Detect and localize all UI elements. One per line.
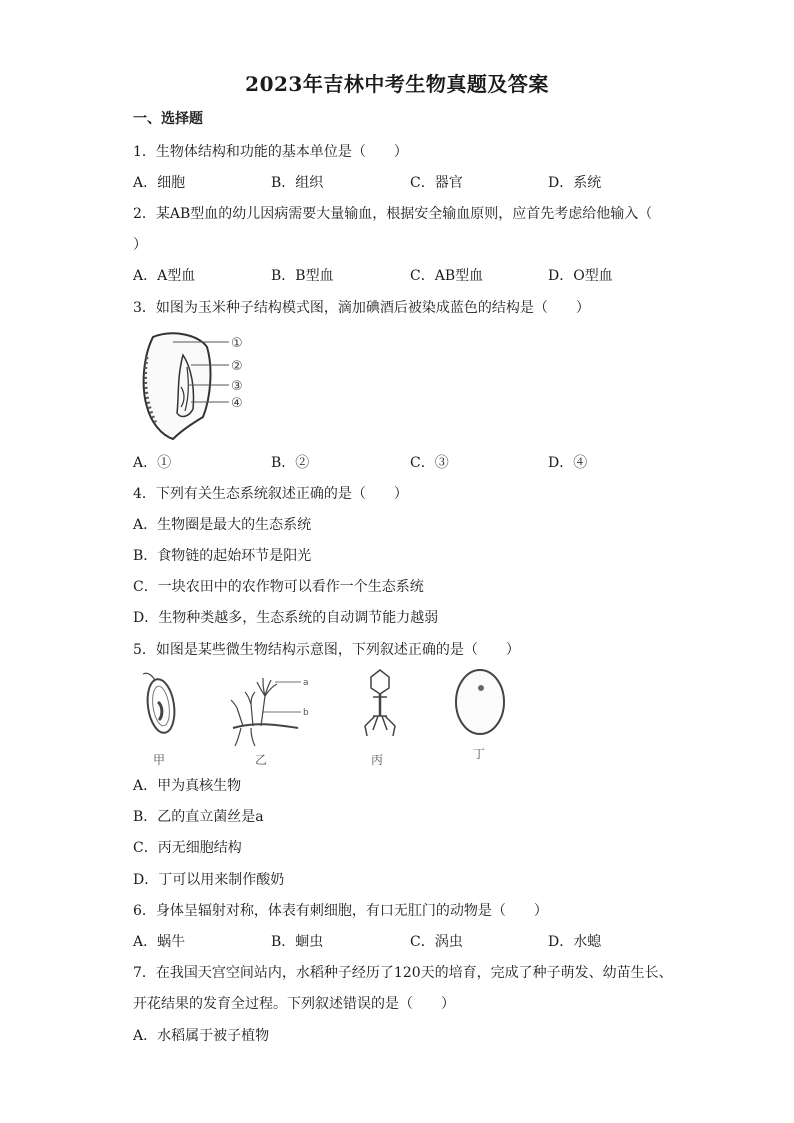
- q1-option-d: D．系统: [548, 175, 602, 191]
- q4-option-d: D．生物种类越多，生态系统的自动调节能力越弱: [133, 610, 439, 626]
- corn-seed-outline: [144, 333, 211, 439]
- question-1-stem: 1．生物体结构和功能的基本单位是（ ）: [133, 144, 408, 160]
- q6-option-d: D．水螅: [548, 934, 602, 950]
- figure-label-ding: 丁: [473, 747, 486, 761]
- section-heading: 一、选择题: [133, 111, 203, 127]
- q5-option-d: D．丁可以用来制作酸奶: [133, 872, 285, 888]
- q3-option-b: B．②: [271, 455, 310, 471]
- figure-label-yi: 乙: [255, 753, 268, 767]
- q2-option-a: A．A型血: [133, 268, 196, 284]
- figure-label-2: ②: [231, 359, 243, 374]
- question-2-stem-line1: 2．某AB型血的幼儿因病需要大量输血，根据安全输血原则，应首先考虑给他输入（: [133, 206, 653, 222]
- page-title: 2023年吉林中考生物真题及答案: [245, 72, 549, 96]
- figure-mark-b: b: [303, 708, 309, 718]
- q4-option-a: A．生物圈是最大的生态系统: [133, 517, 312, 533]
- organism-ding: [456, 670, 504, 734]
- q3-option-d: D．④: [548, 455, 588, 471]
- q2-option-c: C．AB型血: [410, 268, 484, 284]
- figure-label-4: ④: [231, 396, 243, 411]
- q1-option-c: C．器官: [410, 175, 463, 191]
- question-3-stem: 3．如图为玉米种子结构模式图，滴加碘酒后被染成蓝色的结构是（ ）: [133, 300, 590, 316]
- q5-option-a: A．甲为真核生物: [133, 778, 242, 794]
- q1-option-a: A．细胞: [133, 175, 186, 191]
- q1-option-b: B．组织: [271, 175, 324, 191]
- question-5-stem: 5．如图是某些微生物结构示意图，下列叙述正确的是（ ）: [133, 642, 520, 658]
- microorganisms-figure: [133, 664, 533, 769]
- q5-option-c: C．丙无细胞结构: [133, 840, 242, 856]
- figure-label-bing: 丙: [371, 753, 384, 767]
- q6-option-b: B．蛔虫: [271, 934, 324, 950]
- q7-option-a: A．水稻属于被子植物: [133, 1028, 270, 1044]
- organism-bing: [365, 670, 395, 736]
- q6-option-a: A．蜗牛: [133, 934, 186, 950]
- q4-option-c: C．一块农田中的农作物可以看作一个生态系统: [133, 579, 424, 595]
- q2-option-d: D．O型血: [548, 268, 613, 284]
- figure-label-1: ①: [231, 336, 243, 351]
- corn-seed-figure: [133, 327, 273, 442]
- figure-mark-a: a: [303, 678, 309, 688]
- q6-option-c: C．涡虫: [410, 934, 463, 950]
- question-7-stem-line2: 开花结果的发育全过程。下列叙述错误的是（ ）: [133, 996, 455, 1012]
- figure-label-3: ③: [231, 379, 243, 394]
- q5-option-b: B．乙的直立菌丝是a: [133, 809, 264, 825]
- q4-option-b: B．食物链的起始环节是阳光: [133, 548, 312, 564]
- figure-label-jia: 甲: [153, 753, 166, 767]
- q3-option-a: A．①: [133, 455, 172, 471]
- organism-yi: [231, 678, 301, 746]
- q2-option-b: B．B型血: [271, 268, 334, 284]
- question-7-stem-line1: 7．在我国天宫空间站内，水稻种子经历了120天的培育，完成了种子萌发、幼苗生长、: [133, 965, 673, 981]
- question-2-stem-line2: ）: [133, 237, 147, 253]
- question-6-stem: 6．身体呈辐射对称，体表有刺细胞，有口无肛门的动物是（ ）: [133, 903, 548, 919]
- question-4-stem: 4．下列有关生态系统叙述正确的是（ ）: [133, 486, 408, 502]
- q3-option-c: C．③: [410, 455, 449, 471]
